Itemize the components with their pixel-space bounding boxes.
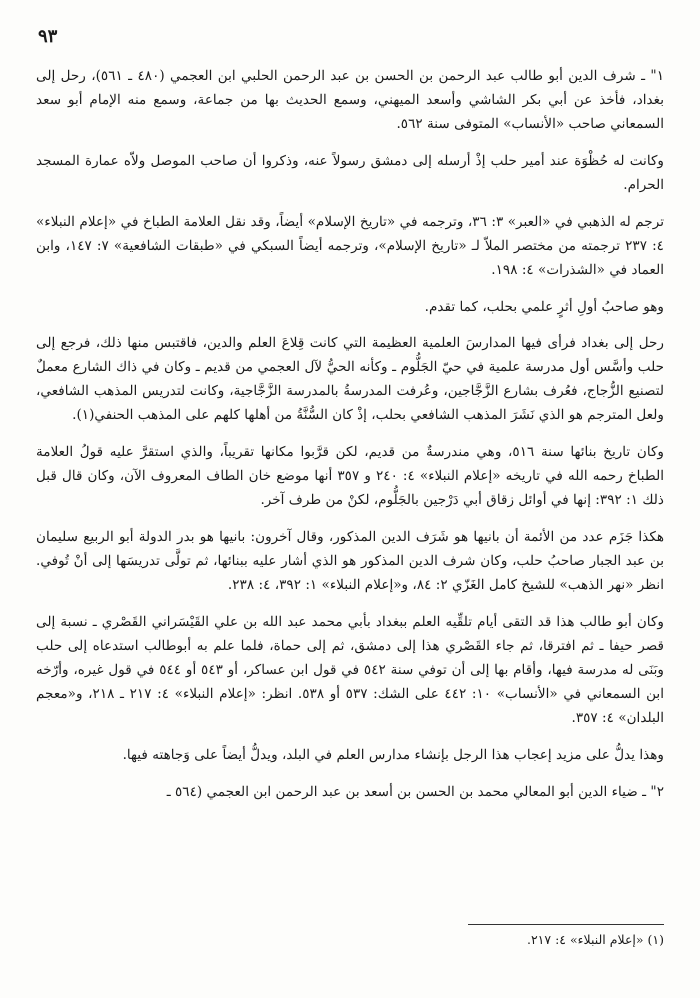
paragraph: وكانت له حُظْوَة عند أمير حلب إذْ أرسله إلى دمشق رسولاً عنه، وذكروا أن صاحب الموصل ولاّه عمارة المسجد الحرام. bbox=[36, 153, 664, 193]
paragraph: وهو صاحبُ أولِ أثرٍ علمي بحلب، كما تقدم. bbox=[424, 299, 664, 315]
paragraph: ١" ـ شرف الدين أبو طالب عبد الرحمن بن الحسن بن عبد الرحمن الحلبي ابن العجمي (٤٨٠ ـ ٥٦١)، رحل إلى بغداد، فأخذ عن أبي بكر الشاشي وأسعد الميهني، وسمع الحديث بها من جماعة، وسمع منه الإمام أبو سعد السمعاني صاحب «الأنساب» المتوفى سنة ٥٦٢. bbox=[36, 68, 665, 132]
paragraph: ٢" ـ ضياء الدين أبو المعالي محمد بن الحسن بن أسعد بن عبد الرحمن ابن العجمي (٥٦٤ ـ bbox=[166, 784, 664, 800]
paragraph: هكذا جَزَم عدد من الأئمة أن بانيها هو شَرَف الدين المذكور، وقال آخرون: بانيها هو بدر الدولة أبو الربيع سليمان بن عبد الجبار صاحبُ حلب، وكان شرف الدين المذكور هو الذي أشار عليه ببنائها، ثم تولَّى تدريسَها إلى أنْ تُوفي. انظر «نهر الذهب» للشيخ كامل الغَزّي ٢: ٨٤، و«إعلام النبلاء» ١: ٣٩٢، ٤: ٢٣٨. bbox=[36, 529, 664, 593]
paragraph: ترجم له الذهبي في «العبر» ٣: ٣٦، وترجمه في «تاريخ الإسلام» أيضاً، وقد نقل العلامة الطباخ في «إعلام النبلاء» ٤: ٢٣٧ ترجمته من مختصر الملاّ لـ «تاريخ الإسلام»، وترجمه أيضاً السبكي في «طبقات الشافعية» ٧: ١٤٧، وابن العماد في «الشذرات» ٤: ١٩٨. bbox=[36, 214, 664, 278]
page-number: ٩٣ bbox=[38, 26, 58, 47]
main-text bbox=[36, 64, 664, 817]
paragraph: رحل إلى بغداد فرأى فيها المدارسَ العلمية العظيمة التي كانت قِلاعَ العلم والدين، فاقتبس منها ذلك، فرجع إلى حلب وأسَّس أول مدرسة علمية في حيّ الجَلُّوم ـ وكأنه الحيُّ لآل العجمي من قديم ـ وكان في ذاك الشارع معملٌ لتصنيع الزُّجاج، فعُرف بشارع الزَّجَّاجين، وعُرفت المدرسةُ بالمدرسة الزَّجَّاجية، وكانت لتدريس المذهب الشافعي، ولعل المترجم هو الذي نَشَرَ المذهب الشافعي بحلب، إذْ كان السُّنَّةُ من أهلها كلهم على المذهب الحنفي(١). bbox=[36, 335, 664, 423]
paragraph: وكان أبو طالب هذا قد التقى أيام تلقِّيه العلم ببغداد بأبي محمد عبد الله بن علي القَيْسَراني القَصْري ـ نسبة إلى قصر حيفا ـ ثم افترقا، ثم جاء القَصْري هذا إلى دمشق، ثم إلى حماة، فلما علم به أبوطالب استدعاه إلى حلب وبَنَى له مدرسة فيها، وأقام بها إلى أن توفي سنة ٥٤٢ في قول ابن عساكر، أو ٥٤٣ أو ٥٤٤ في قول غيره، وأرّخه ابن السمعاني في «الأنساب» ١٠: ٤٤٢ على الشك: ٥٣٧ أو ٥٣٨. انظر: «إعلام النبلاء» ٤: ٢١٧ ـ ٢١٨، و«معجم البلدان» ٤: ٣٥٧. bbox=[36, 614, 664, 726]
footnote-divider bbox=[468, 924, 664, 925]
footnote: (١) «إعلام النبلاء» ٤: ٢١٧. bbox=[526, 932, 664, 947]
paragraph: وكان تاريخ بنائها سنة ٥١٦، وهي مندرسةٌ من قديم، لكن قرَّبوا مكانها تقريباً، والذي استقرَّ عليه قولُ العلامة الطباخ رحمه الله في تاريخه «إعلام النبلاء» ٤: ٢٤٠ و ٣٥٧ أنها موضع خان الطاف المعروف الآن، وكان قال قبل ذلك ١: ٣٩٢: إنها في أوائل زقاق أبي دَرْجين بالجَلُّوم، لكنْ من طرف آخر. bbox=[36, 444, 664, 508]
paragraph: وهذا يدلُّ على مزيد إعجاب هذا الرجل بإنشاء مدارس العلم في البلد، ويدلُّ أيضاً على وَجاهته فيها. bbox=[122, 747, 664, 763]
